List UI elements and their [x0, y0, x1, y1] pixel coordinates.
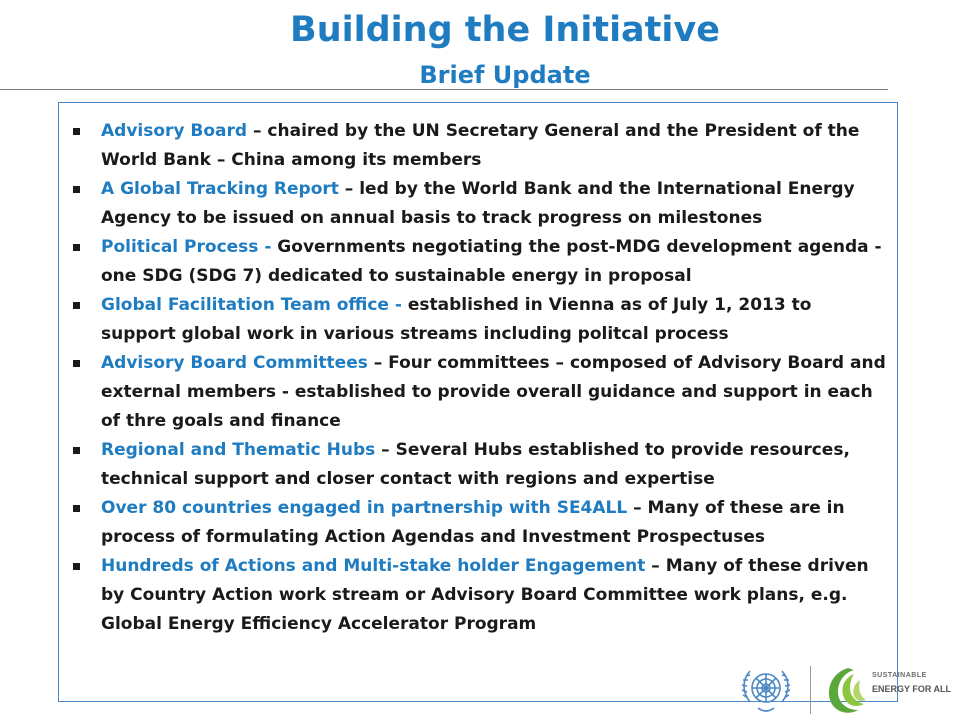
- bullet-list: [59, 117, 889, 639]
- un-emblem-icon: [736, 662, 796, 718]
- square-bullet-icon: [73, 505, 80, 512]
- bullet-highlight: Advisory Board: [101, 121, 248, 141]
- bullet-text: – Several Hubs established to provide resources, technical support and closer contact with regions and expertise: [101, 440, 850, 489]
- square-bullet-icon: [73, 186, 80, 193]
- bullet-text: – Many of these are in process of formulating Action Agendas and Investment Prospectuses: [101, 498, 845, 547]
- bullet-global-tracking-report: [59, 175, 889, 233]
- se4all-swirl-icon: [824, 666, 870, 716]
- se4all-wordmark-main: ENERGY FOR ALL: [872, 684, 952, 694]
- logo-divider: [810, 666, 811, 714]
- bullet-text: – chaired by the UN Secretary General and the President of the World Bank – China among its members: [101, 121, 860, 170]
- square-bullet-icon: [73, 302, 80, 309]
- square-bullet-icon: [73, 447, 80, 454]
- se4all-wordmark-top: SUSTAINABLE: [872, 672, 927, 679]
- slide-subtitle: Brief Update: [419, 61, 591, 89]
- bullet-advisory-board-committees: [59, 349, 889, 436]
- bullet-political-process: [59, 233, 889, 291]
- bullet-highlight: Regional and Thematic Hubs: [101, 440, 376, 460]
- bullet-actions-engagement: [59, 552, 889, 639]
- slide-title: Building the Initiative: [290, 10, 720, 50]
- bullet-highlight: Advisory Board Committees: [101, 353, 368, 373]
- bullet-text: – Many of these driven by Country Action work stream or Advisory Board Committee work plans, e.g. Global Energy Efficiency Accelerator Program: [101, 556, 869, 634]
- bullet-text: – Four committees – composed of Advisory Board and external members - established to provide overall guidance and support in each of thre goals and finance: [101, 353, 886, 431]
- bullet-advisory-board: [59, 117, 889, 175]
- square-bullet-icon: [73, 128, 80, 135]
- title-divider: [0, 89, 888, 90]
- square-bullet-icon: [73, 244, 80, 251]
- square-bullet-icon: [73, 563, 80, 570]
- bullet-global-facilitation-team: [59, 291, 889, 349]
- bullet-highlight: Hundreds of Actions and Multi-stake holder Engagement: [101, 556, 646, 576]
- footer-logos: [732, 660, 952, 720]
- bullet-text: established in Vienna as of July 1, 2013 to support global work in various streams including politcal process: [101, 295, 812, 344]
- square-bullet-icon: [73, 360, 80, 367]
- bullet-regional-thematic-hubs: [59, 436, 889, 494]
- bullet-highlight: Over 80 countries engaged in partnership with SE4ALL: [101, 498, 628, 518]
- bullet-highlight: A Global Tracking Report: [101, 179, 339, 199]
- content-box: [58, 102, 898, 702]
- bullet-highlight: Political Process -: [101, 237, 272, 257]
- bullet-text: Governments negotiating the post-MDG development agenda - one SDG (SDG 7) dedicated to sustainable energy in proposal: [101, 237, 882, 286]
- bullet-text: – led by the World Bank and the International Energy Agency to be issued on annual basis to track progress on milestones: [101, 179, 855, 228]
- bullet-highlight: Global Facilitation Team office -: [101, 295, 402, 315]
- bullet-countries-engaged: [59, 494, 889, 552]
